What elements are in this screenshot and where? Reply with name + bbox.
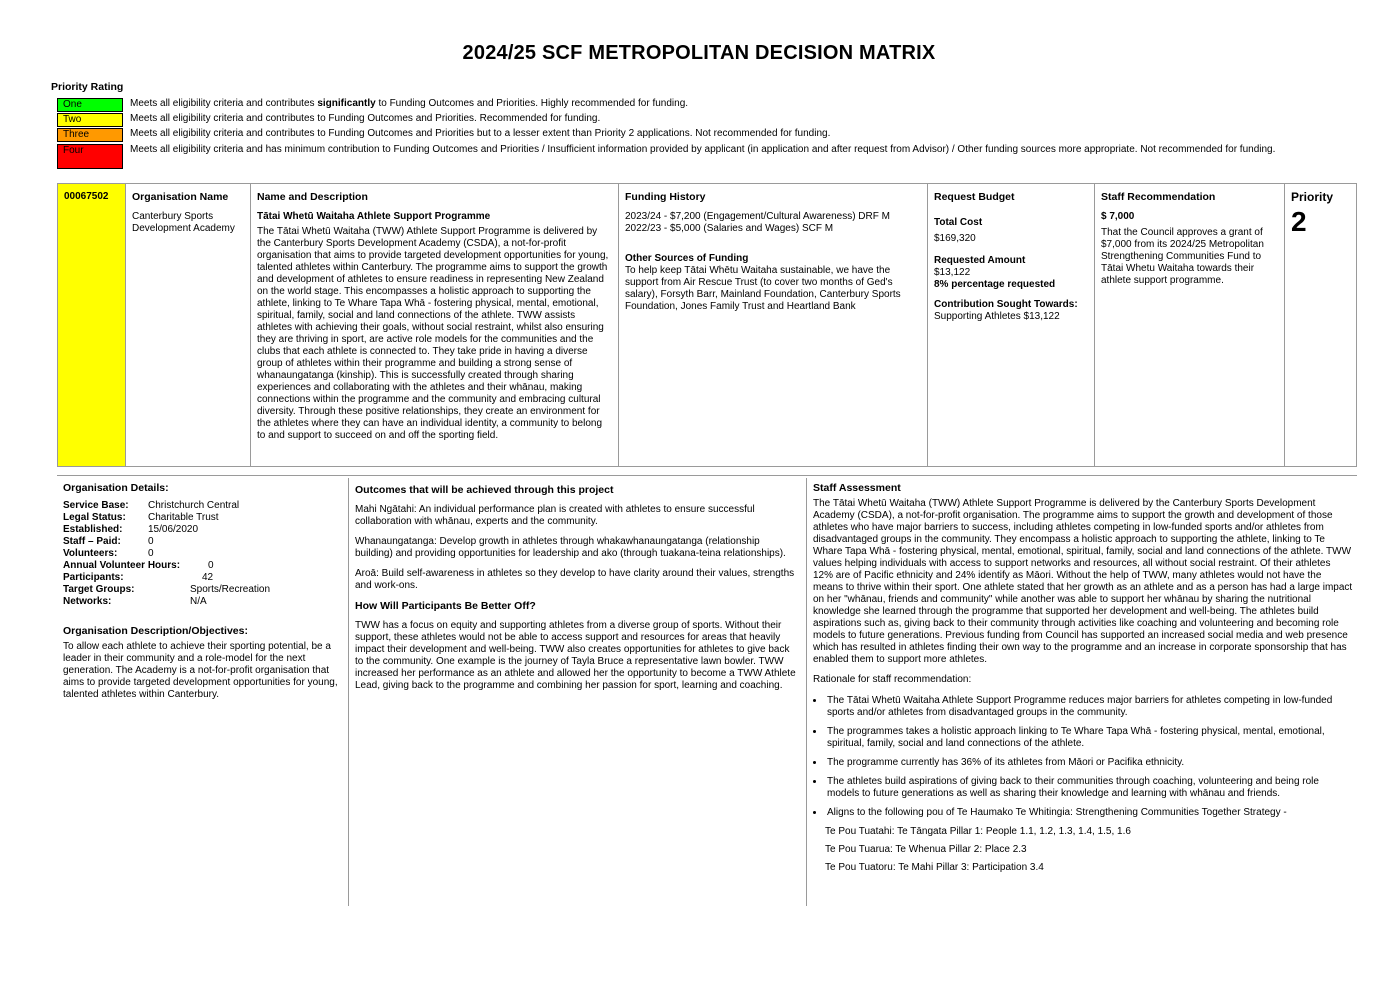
detail-label: Participants: <box>63 572 124 583</box>
request-budget-cell <box>928 184 1095 467</box>
rationale-item: • The athletes build aspirations of giving back to their communities through coaching, volunteering and being role models to future generations as well as sharing their knowledge and learning with whānau and friends. <box>825 776 1353 800</box>
detail-row <box>63 596 343 608</box>
detail-value: Charitable Trust <box>148 512 219 523</box>
page-title: 2024/25 SCF METROPOLITAN DECISION MATRIX <box>462 42 936 64</box>
pou-item: Te Pou Tuarua: Te Whenua Pillar 2: Place 2.3 <box>825 844 1027 855</box>
detail-row <box>63 548 343 560</box>
priority-desc-one-a: Meets all eligibility criteria and contributes <box>130 98 318 109</box>
detail-label: Volunteers: <box>63 548 118 559</box>
staff-recommendation-cell <box>1095 184 1285 467</box>
rationale-list <box>813 695 1353 819</box>
detail-value: 42 <box>202 572 214 583</box>
section-divider <box>57 475 1357 476</box>
rationale-item: • The Tātai Whetū Waitaha Athlete Support Programme reduces major barriers for athletes competing in low-funded sports and/or athletes from disadvantaged groups in the community. <box>825 695 1353 719</box>
detail-row <box>63 500 343 512</box>
organisation-description-heading: Organisation Description/Objectives: <box>63 625 248 637</box>
funding-history-heading: Funding History <box>625 191 706 203</box>
priority-value: 2 <box>1291 206 1307 237</box>
outcome-item: Aroā: Build self-awareness in athletes so they develop to have clarity around their values, strengths and work-ons. <box>355 568 795 591</box>
pou-item: Te Pou Tuatoru: Te Mahi Pillar 3: Participation 3.4 <box>825 862 1044 873</box>
priority-level-four <box>57 144 1310 169</box>
organisation-description: To allow each athlete to achieve their sporting potential, be a leader in their community and a role-model for the next generation. The Academy is a not-for-profit organisation that aims to provide targeted development opportunities for young, talented athletes within Canterbury. <box>63 641 338 700</box>
detail-value: 0 <box>148 548 154 559</box>
priority-desc-two: Meets all eligibility criteria and contributes to Funding Outcomes and Priorities. Recommended for funding. <box>130 113 601 124</box>
total-cost-label: Total Cost <box>934 217 983 228</box>
funding-history-item: 2023/24 - $7,200 (Engagement/Cultural Awareness) DRF M <box>625 211 890 222</box>
rationale-heading: Rationale for staff recommendation: <box>813 674 972 685</box>
contribution-label: Contribution Sought Towards: <box>934 299 1078 310</box>
rationale-item: • Aligns to the following pou of Te Haumako Te Whitingia: Strengthening Communities Together Strategy - <box>825 807 1353 819</box>
priority-cell <box>1285 184 1357 467</box>
description-cell <box>251 184 619 467</box>
column-divider-left <box>348 478 349 906</box>
priority-rating-heading: Priority Rating <box>51 81 124 93</box>
priority-desc-one <box>130 98 1310 112</box>
outcomes-heading: Outcomes that will be achieved through this project <box>355 484 614 496</box>
decision-matrix-table <box>57 183 1357 467</box>
detail-row <box>63 512 343 524</box>
organisation-cell <box>126 184 251 467</box>
better-off-heading: How Will Participants Be Better Off? <box>355 600 536 612</box>
outcome-item: Mahi Ngātahi: An individual performance plan is created with athletes to ensure successful collaboration with whānau, experts and the community. <box>355 504 755 527</box>
project-name: Tātai Whetū Waitaha Athlete Support Programme <box>257 211 491 222</box>
request-budget-heading: Request Budget <box>934 191 1015 203</box>
rationale-item: • The programmes takes a holistic approach linking to Te Whare Tapa Whā - fostering physical, mental, emotional, spiritual, family, social and land connections of the athlete. <box>825 726 1353 750</box>
percentage-requested: 8% percentage requested <box>934 279 1056 290</box>
detail-label: Legal Status: <box>63 512 126 523</box>
other-sources: To help keep Tātai Whētu Waitaha sustainable, we have the support from Air Rescue Trust (to cover two months of Ged's salary), Forsyth Barr, Mainland Foundation, Canterbury Sports Foundation, Jones Family Trust and Heartland Bank <box>625 265 901 312</box>
organisation-details-heading: Organisation Details: <box>63 482 169 494</box>
detail-label: Staff – Paid: <box>63 536 121 547</box>
organisation-details-panel <box>63 482 343 701</box>
priority-heading: Priority <box>1291 190 1334 204</box>
requested-amount-label: Requested Amount <box>934 255 1026 266</box>
priority-level-two <box>57 113 1310 127</box>
better-off-text: TWW has a focus on equity and supporting athletes from a diverse group of sports. Without their support, these athletes would not be able to access support and resources for areas that heavily impact their development and well-being. TWW also creates opportunities for athletes to give back to the community. One example is the journey of Tayla Bruce a representative lawn bowler. TWW increased her performance as an athlete and allowed her the opportunity to become a TWW Athlete Lead, giving back to the programme and combining her passion for sport, learning and coaching. <box>355 620 796 691</box>
priority-level-one <box>57 98 1310 112</box>
priority-desc-four: Meets all eligibility criteria and has minimum contribution to Funding Outcomes and Priorities / Insufficient information provided by applicant (in application and after request from Advisor) / Other funding sources more appropriate. Not recommended for funding. <box>130 144 1276 155</box>
detail-row <box>63 584 343 596</box>
detail-label: Networks: <box>63 596 112 607</box>
description-heading: Name and Description <box>257 191 368 203</box>
priority-badge-three: Three <box>57 128 123 142</box>
staff-recommendation-heading: Staff Recommendation <box>1101 191 1216 203</box>
detail-value: 0 <box>148 536 154 547</box>
application-id: 00067502 <box>64 191 109 202</box>
outcome-item: Whanaungatanga: Develop growth in athletes through whakawhanaungatanga (relationship building) and providing opportunities for leadership and ako (through tuakana-teina relationships). <box>355 536 786 559</box>
organisation-name: Canterbury Sports Development Academy <box>132 211 235 234</box>
requested-amount: $13,122 <box>934 267 971 278</box>
organisation-name-heading: Organisation Name <box>132 191 229 203</box>
staff-assessment-text: The Tātai Whetū Waitaha (TWW) Athlete Support Programme is delivered by the Canterbury Sports Development Academy (CSDA), a not-for-profit organisation. The programme aims to support the growth and development of those athletes who have major barriers to success, including athletes competing in low-funded sports and/or athletes from disadvantaged groups in the community. They encompass a holistic approach to supporting the athlete, linking to Te Whare Tapa Whā - fostering physical, mental, emotional, spiritual, family, social and land connections of the athlete. TWW values helping individuals with access to support networks and resources, all without social restraint. Of their athletes 12% are of Pacific ethnicity and 24% identify as Māori. Without the help of TWW, many athletes would not have the means to thrive within their sport. One athlete stated that her growth as an athlete and as a person has had a large impact on her "whānau, friends and community" while another was able to support her whānau by sharing the nutritional knowledge she learned through the programme that supported her development and well-being. The athletes build aspirations such as, giving back to their community through activities like coaching and volunteering and becoming role models to future generations. Previous funding from Council has supported an increased social media and web presence which has resulted in athletes finding their own way to the programme and an increase in corporate sponsorship that has enabled them to support more athletes. <box>813 498 1353 665</box>
priority-badge-one: One <box>57 98 123 112</box>
detail-label: Established: <box>63 524 123 535</box>
detail-value: 15/06/2020 <box>148 524 199 535</box>
outcomes-panel <box>355 484 797 692</box>
application-id-cell <box>58 184 126 467</box>
detail-label: Target Groups: <box>63 584 135 595</box>
priority-desc-three: Meets all eligibility criteria and contributes to Funding Outcomes and Priorities but to a lesser extent than Priority 2 applications. Not recommended for funding. <box>130 128 831 139</box>
detail-value: 0 <box>208 560 214 571</box>
other-sources-heading: Other Sources of Funding <box>625 253 749 264</box>
priority-desc-one-b: to Funding Outcomes and Priorities. Highly recommended for funding. <box>375 98 689 109</box>
staff-assessment-heading: Staff Assessment <box>813 482 901 494</box>
pou-item: Te Pou Tuatahi: Te Tāngata Pillar 1: People 1.1, 1.2, 1.3, 1.4, 1.5, 1.6 <box>825 826 1131 837</box>
priority-badge-two: Two <box>57 113 123 127</box>
total-cost: $169,320 <box>934 233 976 244</box>
staff-recommendation-text: That the Council approves a grant of $7,000 from its 2024/25 Metropolitan Strengthening Communities Fund to Tātai Whetu Waitaha towards their athlete support programme. <box>1101 227 1264 286</box>
funding-history-cell <box>619 184 928 467</box>
column-divider-right <box>806 478 807 906</box>
priority-badge-four: Four <box>57 144 123 169</box>
priority-desc-one-bold: significantly <box>317 98 376 109</box>
staff-recommendation-amount: $ 7,000 <box>1101 211 1135 222</box>
priority-level-three <box>57 128 1310 142</box>
contribution: Supporting Athletes $13,122 <box>934 311 1060 322</box>
detail-row <box>63 536 343 548</box>
detail-label: Annual Volunteer Hours: <box>63 560 181 571</box>
detail-row <box>63 524 343 536</box>
detail-label: Service Base: <box>63 500 129 511</box>
funding-history-item: 2022/23 - $5,000 (Salaries and Wages) SCF M <box>625 223 834 234</box>
detail-value: Christchurch Central <box>148 500 240 511</box>
staff-assessment-panel <box>813 482 1353 880</box>
detail-value: Sports/Recreation <box>190 584 271 595</box>
rationale-item: • The programme currently has 36% of its athletes from Māori or Pacifika ethnicity. <box>825 757 1353 769</box>
project-description: The Tātai Whetū Waitaha (TWW) Athlete Support Programme is delivered by the Canterbury Sports Development Academy (CSDA), a not-for-profit organisation that aims to provide targeted development opportunities for young, talented athletes within Canterbury. The programme aims to support the growth and development of athletes to ensure readiness in representing New Zealand on the world stage. This encompasses a holistic approach to supporting the athlete, linking to Te Whare Tapa Whā - fostering physical, mental, emotional, spiritual, family, social and land connections of the athlete. TWW assists athletes with achieving their goals, without social restraint, whilst also ensuring they are thriving in sport, are active role models for the communities and the clubs that each athlete is connected to. They take pride in having a diverse group of athletes within their programme and building a strong sense of whanaungatanga (kinship). This is successfully created through sharing experiences and collaborating with the athletes and their whānau, making connections within the programme and the community and embracing cultural diversity. Through these positive relationships, they create an environment for the athletes where they can have an individual identity, a community to belong to and support to succeed on and off the sporting field. <box>257 226 609 441</box>
detail-row <box>63 560 343 572</box>
detail-row <box>63 572 343 584</box>
detail-value: N/A <box>190 596 207 607</box>
